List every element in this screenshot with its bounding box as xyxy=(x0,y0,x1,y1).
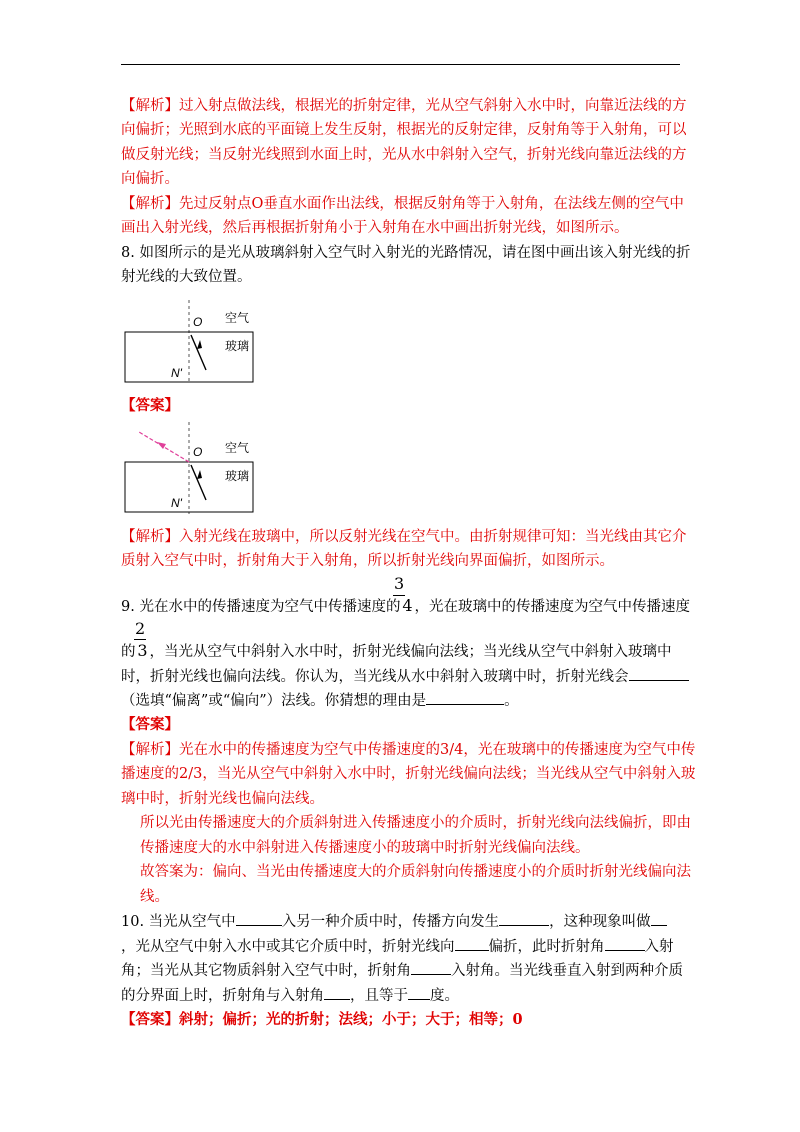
glass-label: 玻璃 xyxy=(225,469,250,483)
q10-blank-1[interactable] xyxy=(236,911,282,926)
q9-line-2 xyxy=(121,641,672,662)
normal-label: N' xyxy=(171,496,182,510)
point-o-label: O xyxy=(193,315,203,329)
answer-label-9: 【答案】 xyxy=(121,716,179,733)
q10-text-4c: 度。 xyxy=(430,988,459,1004)
normal-label: N' xyxy=(171,366,182,380)
answer10: 【答案】斜射；偏折；光的折射；法线；小于；大于；相等；0 xyxy=(121,1011,523,1028)
q10-text-3b: 入射角。当光线垂直入射到两种介质 xyxy=(451,963,683,979)
incident-ray xyxy=(191,335,206,370)
analysis7-line-1: 【解析】过入射点做法线，根据光的折射定律，光从空气斜射入水中时，向靠近法线的方 xyxy=(121,98,687,114)
point-o-label: O xyxy=(193,445,203,459)
glass-label: 玻璃 xyxy=(225,339,250,353)
incident-ray xyxy=(191,465,206,500)
analysis9-line-3: 璃中时，折射光线也偏向法线。 xyxy=(121,791,324,807)
analysis9b-line-3: 故答案为：偏向、当光由传播速度大的介质斜射向传播速度小的介质时折射光线偏向法 xyxy=(140,864,691,880)
q10-text-2c: 入射 xyxy=(644,939,674,955)
q10-blank-6[interactable] xyxy=(411,960,451,975)
q10-text-4b: ，且等于 xyxy=(350,988,408,1004)
analysis9-line-1: 【解析】光在水中的传播速度为空气中传播速度的3/4，光在玻璃中的传播速度为空气中传 xyxy=(121,742,696,758)
analysis8-line-1: 【解析】入射光线在玻璃中，所以反射光线在空气中。由折射规律可知：当光线由其它介 xyxy=(121,529,687,545)
q8-line-1: 8. 如图所示的是光从玻璃斜射入空气时入射光的光路情况，请在图中画出该入射光线的折 xyxy=(121,245,691,261)
q10-line-2 xyxy=(121,936,674,957)
q9-blank-2[interactable] xyxy=(426,690,504,705)
q9-text-1b: ，光在玻璃中的传播速度为空气中传播速度 xyxy=(414,599,690,615)
q10-line-3 xyxy=(121,960,683,981)
analysis7b-line-1: 【解析】先过反射点O垂直水面作出法线，根据反射角等于入射角，在法线左侧的空气中 xyxy=(121,196,684,212)
analysis9b-line-4: 线。 xyxy=(140,889,169,905)
q10-blank-5[interactable] xyxy=(605,936,645,951)
q9-line-1 xyxy=(121,596,690,617)
analysis7-line-4: 向偏折。 xyxy=(121,171,179,187)
q9-line-3 xyxy=(121,666,689,687)
q10-text-4a: 的分界面上时，折射角与入射角 xyxy=(121,988,324,1004)
q10-line-4 xyxy=(121,985,459,1006)
frac2-denominator: 3 xyxy=(137,641,148,660)
q9-text-4a: （选填“偏离”或“偏向”）法线。你猜想的理由是 xyxy=(121,693,427,709)
q9-text-3: 时，折射光线也偏向法线。你认为，当光线从水中斜射入玻璃中时，折射光线会 xyxy=(121,669,629,685)
frac2-numerator: 2 xyxy=(135,619,146,638)
air-label: 空气 xyxy=(225,311,250,325)
q8-figure xyxy=(121,298,261,386)
q10-line-1 xyxy=(121,911,667,932)
refracted-arrow xyxy=(157,442,166,449)
analysis7-line-2: 向偏折；光照到水底的平面镜上发生反射，根据光的反射定律，反射角等于入射角，可以 xyxy=(121,122,687,138)
analysis9-line-2: 播速度的2/3，当光从空气中斜射入水中时，折射光线偏向法线；当光线从空气中斜射入玻 xyxy=(121,766,696,782)
q10-blank-3[interactable] xyxy=(651,911,667,926)
q8-answer-figure xyxy=(121,418,261,518)
analysis7b-line-2: 画出入射光线，然后再根据折射角小于入射角在水中画出折射光线，如图所示。 xyxy=(121,220,629,236)
q9-blank-1[interactable] xyxy=(629,666,689,681)
air-label: 空气 xyxy=(225,441,250,455)
analysis9b-line-1: 所以光由传播速度大的介质斜射进入传播速度小的介质时，折射光线向法线偏折，即由 xyxy=(140,815,691,831)
q10-text-2a: ，光从空气中射入水中或其它介质中时，折射光线向 xyxy=(121,939,455,955)
q10-blank-4[interactable] xyxy=(455,936,489,951)
q10-text-1a: 10. 当光从空气中 xyxy=(121,914,236,930)
q9-text-2b: ，当光从空气中斜射入水中时，折射光线偏向法线；当光线从空气中斜射入玻璃中 xyxy=(149,644,672,660)
frac2-bar xyxy=(134,639,146,640)
q10-blank-8[interactable] xyxy=(408,985,430,1000)
analysis9b-line-2: 传播速度大的水中斜射进入传播速度小的玻璃中时折射光线偏向法线。 xyxy=(140,840,590,856)
header-rule xyxy=(121,64,680,65)
frac1-denominator: 4 xyxy=(402,596,413,615)
arrow-head xyxy=(197,470,202,479)
q9-text-1a: 9. 光在水中的传播速度为空气中传播速度的 xyxy=(121,599,401,615)
answer-label-8: 【答案】 xyxy=(121,397,179,414)
q8-line-2: 射光线的大致位置。 xyxy=(121,269,252,285)
q9-line-4 xyxy=(121,690,519,711)
q9-text-4b: 。 xyxy=(504,693,519,709)
q10-text-1c: ，这种现象叫做 xyxy=(549,914,651,930)
frac1-numerator: 3 xyxy=(394,574,405,593)
q10-text-2b: 偏折，此时折射角 xyxy=(488,939,605,955)
analysis7-line-3: 做反射光线；当反射光线照到水面上时，光从水中斜射入空气，折射光线向靠近法线的方 xyxy=(121,147,687,163)
q10-text-1b: 入另一种介质中时，传播方向发生 xyxy=(281,914,500,930)
q10-blank-7[interactable] xyxy=(324,985,350,1000)
arrow-head xyxy=(197,340,202,349)
analysis8-line-2: 质射入空气中时，折射角大于入射角，所以折射光线向界面偏折，如图所示。 xyxy=(121,553,614,569)
q10-blank-2[interactable] xyxy=(499,911,549,926)
q9-text-2a: 的 xyxy=(121,644,136,660)
q10-text-3a: 角；当光从其它物质斜射入空气中时，折射角 xyxy=(121,963,411,979)
